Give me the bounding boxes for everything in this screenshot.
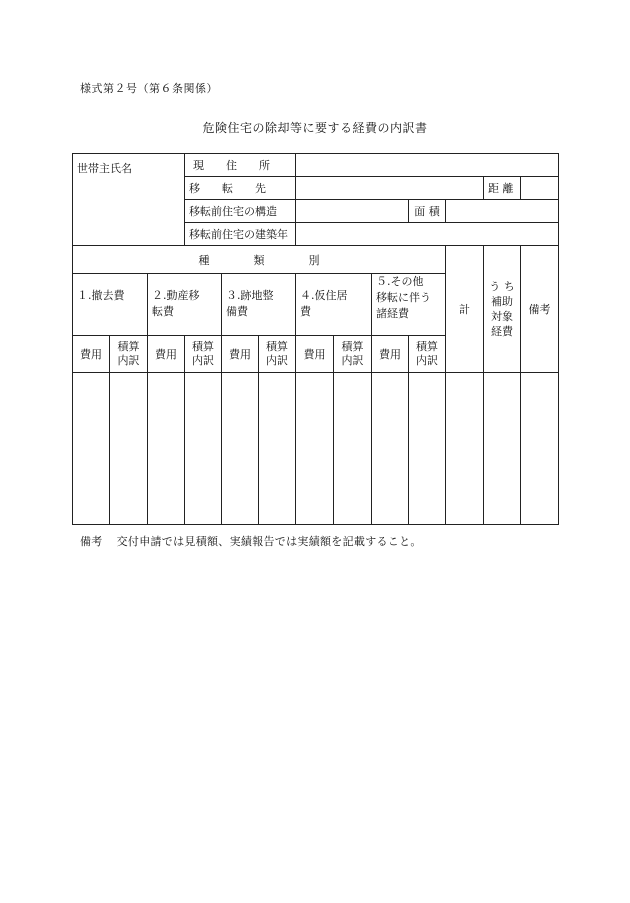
footnote-label: 備考 (80, 535, 103, 548)
relocation-destination-label: 移 転 先 (185, 177, 296, 200)
entry-breakdown-5[interactable] (409, 373, 446, 525)
current-address-field[interactable] (296, 154, 559, 177)
distance-field[interactable] (521, 177, 559, 200)
category-other-relocation-expenses: ５.その他 移転に伴う 諸経費 (372, 274, 446, 336)
cost-header-5: 費用 (372, 336, 409, 373)
floor-area-field[interactable] (446, 200, 559, 223)
subsidy-target-header: う ち 補助 対象 経費 (484, 246, 521, 373)
entry-breakdown-1[interactable] (110, 373, 148, 525)
breakdown-header-5: 積算 内訳 (409, 336, 446, 373)
entry-remarks[interactable] (521, 373, 559, 525)
entry-cost-1[interactable] (73, 373, 110, 525)
structure-field[interactable] (296, 200, 409, 223)
category-temporary-housing: ４.仮住居 費 (296, 274, 372, 336)
entry-total[interactable] (446, 373, 484, 525)
cost-header-1: 費用 (73, 336, 110, 373)
entry-breakdown-4[interactable] (334, 373, 372, 525)
entry-breakdown-2[interactable] (185, 373, 222, 525)
footnote (80, 533, 422, 549)
remarks-header: 備考 (521, 246, 559, 373)
entry-cost-2[interactable] (148, 373, 185, 525)
cost-header-4: 費用 (296, 336, 334, 373)
breakdown-header-2: 積算 内訳 (185, 336, 222, 373)
document-title: 危険住宅の除却等に要する経費の内訳書 (202, 121, 428, 135)
total-header: 計 (446, 246, 484, 373)
entry-subsidy-target[interactable] (484, 373, 521, 525)
entry-cost-3[interactable] (222, 373, 259, 525)
footnote-text: 交付申請では見積額、実績報告では実績額を記載すること。 (116, 535, 422, 548)
category-header: 種 類 別 (73, 246, 446, 274)
category-site-preparation: ３.跡地整 備費 (222, 274, 296, 336)
build-year-label: 移転前住宅の建築年 (185, 223, 296, 246)
cost-header-3: 費用 (222, 336, 259, 373)
category-removal: １.撤去費 (73, 274, 148, 336)
distance-label: 距 離 (484, 177, 521, 200)
breakdown-header-1: 積算 内訳 (110, 336, 148, 373)
structure-label: 移転前住宅の構造 (185, 200, 296, 223)
household-head-label: 世帯主氏名 (73, 154, 185, 246)
build-year-field[interactable] (296, 223, 559, 246)
breakdown-header-3: 積算 内訳 (259, 336, 296, 373)
category-movables-relocation: ２.動産移 転費 (148, 274, 222, 336)
breakdown-header-4: 積算 内訳 (334, 336, 372, 373)
relocation-destination-field[interactable] (296, 177, 484, 200)
entry-cost-4[interactable] (296, 373, 334, 525)
floor-area-label: 面 積 (409, 200, 446, 223)
entry-breakdown-3[interactable] (259, 373, 296, 525)
cost-header-2: 費用 (148, 336, 185, 373)
current-address-label: 現 住 所 (185, 154, 296, 177)
form-number-label: 様式第２号（第６条関係） (80, 82, 218, 95)
entry-cost-5[interactable] (372, 373, 409, 525)
expense-breakdown-table (72, 153, 559, 525)
